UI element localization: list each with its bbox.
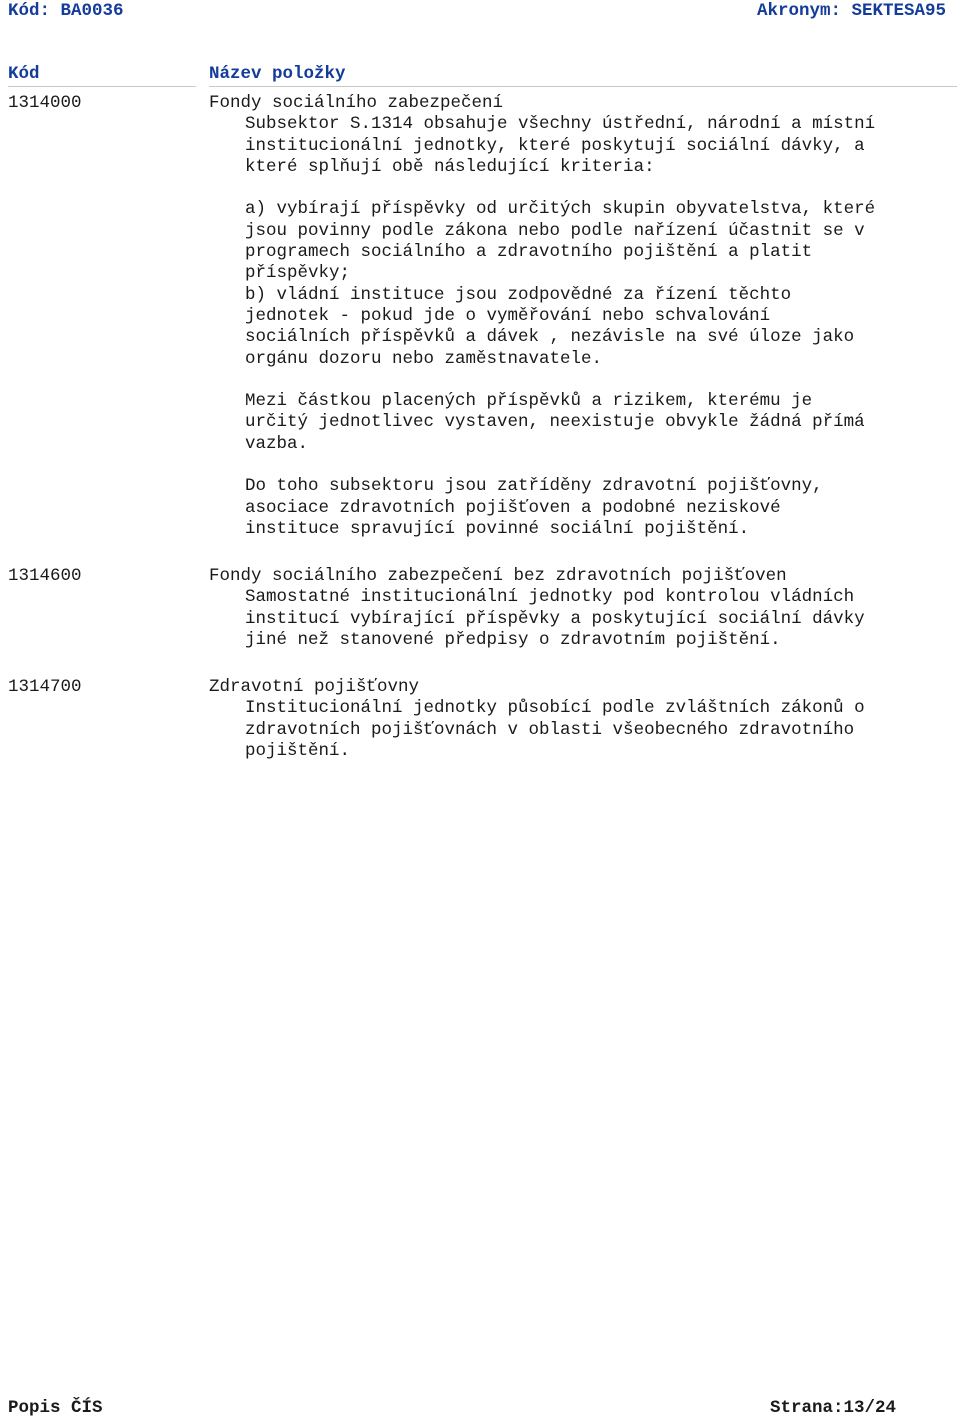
description-line: vazba. [245, 433, 309, 454]
description-line: pojištění. [245, 740, 351, 761]
description-line: Do toho subsektoru jsou zatříděny zdravotní pojišťovny, [245, 476, 823, 497]
document-code: Kód: BA0036 [8, 1, 124, 21]
column-headers [0, 64, 960, 90]
description-line: orgánu dozoru nebo zaměstnavatele. [245, 348, 603, 369]
description-line: příspěvky; [245, 263, 351, 284]
page-header [0, 0, 960, 26]
description-line: které splňují obě následující kriteria: [245, 156, 655, 177]
blank-line [245, 178, 960, 199]
entry-title: Fondy sociálního zabezpečení [209, 93, 504, 113]
entry-code: 1314000 [8, 93, 82, 113]
column-header-name: Název položky [209, 64, 957, 87]
description-line: instituce spravující povinné sociální pojištění. [245, 518, 750, 539]
description-line: programech sociálního a zdravotního pojištění a platit [245, 242, 813, 263]
description-line: sociálních příspěvků a dávek , nezávisle na své úloze jako [245, 327, 855, 348]
description-line: jednotek - pokud jde o vyměřování nebo schvalování [245, 305, 771, 326]
description-line: Mezi částkou placených příspěvků a rizikem, kterému je [245, 391, 813, 412]
blank-line [245, 455, 960, 476]
description-line: institucí vybírající příspěvky a poskytující sociální dávky [245, 608, 865, 629]
entry-title: Fondy sociálního zabezpečení bez zdravotních pojišťoven [209, 566, 787, 586]
footer-page-number: Strana:13/24 [770, 1398, 897, 1418]
description-line: a) vybírají příspěvky od určitých skupin obyvatelstva, které [245, 199, 876, 220]
description-line: Institucionální jednotky působící podle zvláštních zákonů o [245, 698, 865, 719]
description-line: institucionální jednotky, které poskytují sociální dávky, a [245, 135, 865, 156]
document-acronym: Akronym: SEKTESA95 [756, 1, 946, 21]
entry-description [245, 114, 960, 540]
entry-title: Zdravotní pojišťovny [209, 677, 420, 697]
entry-code: 1314700 [8, 677, 82, 697]
footer-document-name: Popis ČÍS [8, 1398, 103, 1418]
page-footer [0, 1396, 960, 1420]
description-line: určitý jednotlivec vystaven, neexistuje obvykle žádná přímá [245, 412, 865, 433]
description-line: Samostatné institucionální jednotky pod kontrolou vládních [245, 587, 855, 608]
blank-line [245, 370, 960, 391]
entry-description [245, 587, 960, 651]
description-line: jiné než stanovené předpisy o zdravotním pojištění. [245, 629, 781, 650]
entry-description [245, 698, 960, 762]
description-line: Subsektor S.1314 obsahuje všechny ústřední, národní a místní [245, 114, 876, 135]
description-line: asociace zdravotních pojišťoven a podobné neziskové [245, 497, 781, 518]
description-line: b) vládní instituce jsou zodpovědné za řízení těchto [245, 284, 792, 305]
description-line: zdravotních pojišťovnách v oblasti všeobecného zdravotního [245, 719, 855, 740]
entry-code: 1314600 [8, 566, 82, 586]
column-header-code: Kód [8, 64, 196, 87]
description-line: jsou povinny podle zákona nebo podle nařízení účastnit se v [245, 220, 865, 241]
